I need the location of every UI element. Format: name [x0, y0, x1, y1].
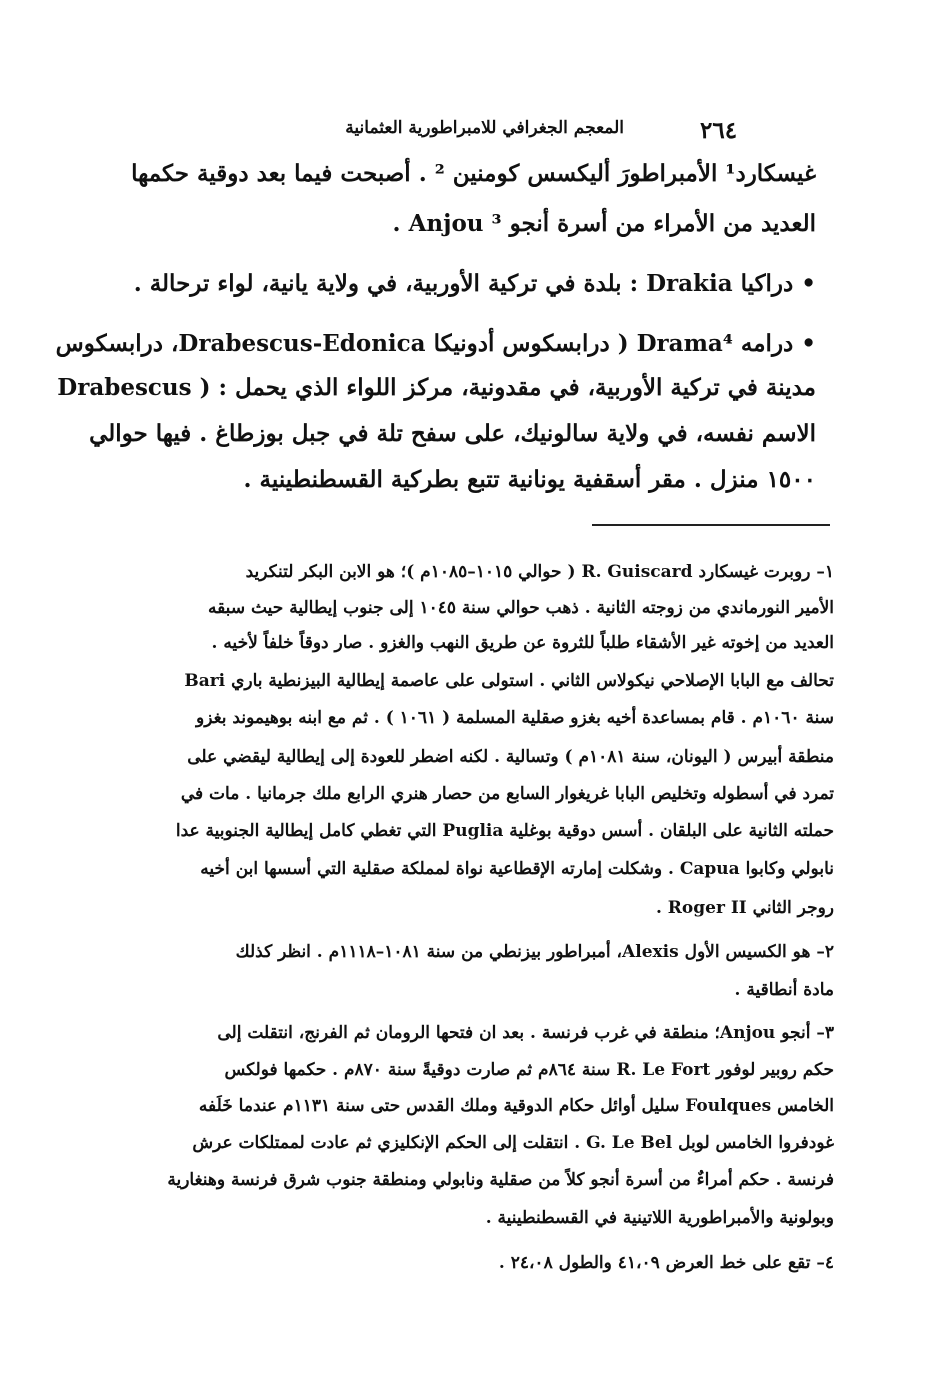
footnote-line: تحالف مع البابا الإصلاحي نيكولاس الثاني . استولى على عاصمة إيطالية البيزنطية باري Bari: [184, 671, 834, 691]
footnote-line: العديد من إخوته غير الأشقاء طلباً للثروة عن طريق النهب والغزو . صار دوقاً خلفاً لأخيه .: [211, 633, 834, 653]
footnote-line: مادة أنطاقية .: [734, 980, 834, 1000]
footnote-4: ٤– تقع على خط العرض ٤١،٠٩ والطول ٢٤،٠٨ .: [498, 1253, 834, 1273]
body-line: الاسم نفسه، في ولاية سالونيك، على سفح تلة في جبل بوزطاغ . فيها حوالي: [89, 420, 816, 447]
footnote-divider: [592, 524, 830, 526]
footnote-line: حملته الثانية على البلقان . أسس دوقية بوغلية Puglia التي تغطي كامل إيطالية الجنوبية عدا: [175, 821, 834, 841]
entry-drama: • درامه Drama⁴ ( درابسكوس أدونيكا Drabescus-Edonica، درابسكوس: [55, 330, 816, 357]
footnote-line: وبولونية والأمبراطورية اللاتينية في القسطنطينية .: [485, 1208, 834, 1228]
body-line: Drabescus ) : مدينة في تركية الأوربية، في مقدونية، مركز اللواء الذي يحمل: [57, 374, 816, 401]
footnote-line: منطقة أبيرس ( اليونان، سنة ١٠٨١م ) وتسالية . لكنه اضطر للعودة إلى إيطالية ليقضي على: [187, 747, 834, 767]
footnote-2: ٢– هو الكسيس الأول Alexis، أمبراطور بيزنطي من سنة ١٠٨١–١١١٨م . انظر كذلك: [235, 942, 834, 962]
footnote-1: ١– روبرت غيسكارد R. Guiscard ( حوالي ١٠١٥–١٠٨٥م )؛ هو الابن البكر لتنكريد: [245, 562, 834, 582]
footnote-3: ٣– أنجو Anjou؛ منطقة في غرب فرنسة . بعد ان فتحها الرومان ثم الفرنج، انتقلت إلى: [217, 1023, 834, 1043]
footnote-line: تمرد في أسطوله وتخليص البابا غريغوار السابع من حصار هنري الرابع ملك جرمانيا . مات في: [180, 784, 834, 804]
footnote-line: حكم روبير لوفور R. Le Fort سنة ٨٦٤م ثم صارت دوقيةً سنة ٨٧٠م . حكمها فولكس: [224, 1060, 834, 1080]
footnote-line: روجر الثاني Roger II .: [655, 898, 834, 918]
entry-drakia: • دراكيا Drakia : بلدة في تركية الأوربية، في ولاية يانية، لواء ترحالة .: [133, 270, 816, 297]
footnote-line: غودفروا الخامس لوبل G. Le Bel . انتقلت إلى الحكم الإنكليزي ثم عادت لممتلكات عرش: [192, 1133, 834, 1153]
body-line: العديد من الأمراء من أسرة أنجو Anjou ³ .: [392, 210, 816, 237]
body-line: ١٥٠٠ منزل . مقر أسقفية يونانية تتبع بطركية القسطنطينية .: [243, 466, 816, 493]
running-header-title: المعجم الجغرافي للامبراطورية العثمانية: [345, 118, 624, 138]
footnote-line: الخامس Foulques سليل أوائل حكام الدوقية وملك القدس حتى سنة ١١٣١م عندما خَلَفه: [198, 1096, 834, 1116]
footnote-line: سنة ١٠٦٠م . قام بمساعدة أخيه بغزو صقلية المسلمة ( ١٠٦١ ) . ثم مع ابنه بوهيموند بغزو: [195, 708, 834, 728]
page-number: ٢٦٤: [700, 117, 738, 144]
body-line: غيسكارد¹ الأمبراطورَ أليكسس كومنين ² . أصبحت فيما بعد دوقية حكمها: [131, 160, 816, 187]
footnote-line: فرنسة . حكم أمراءٌ من أسرة أنجو كلاً من صقلية ونابولي ومنطقة جنوب شرق فرنسة وهنغارية: [167, 1170, 834, 1190]
footnote-line: الأمير النورماندي من زوجته الثانية . ذهب حوالي سنة ١٠٤٥ إلى جنوب إيطالية حيث سبقه: [207, 598, 834, 618]
footnote-line: نابولي وكابوا Capua . وشكلت إمارته الإقطاعية نواة لمملكة صقلية التي أسسها ابن أخيه: [200, 859, 834, 879]
